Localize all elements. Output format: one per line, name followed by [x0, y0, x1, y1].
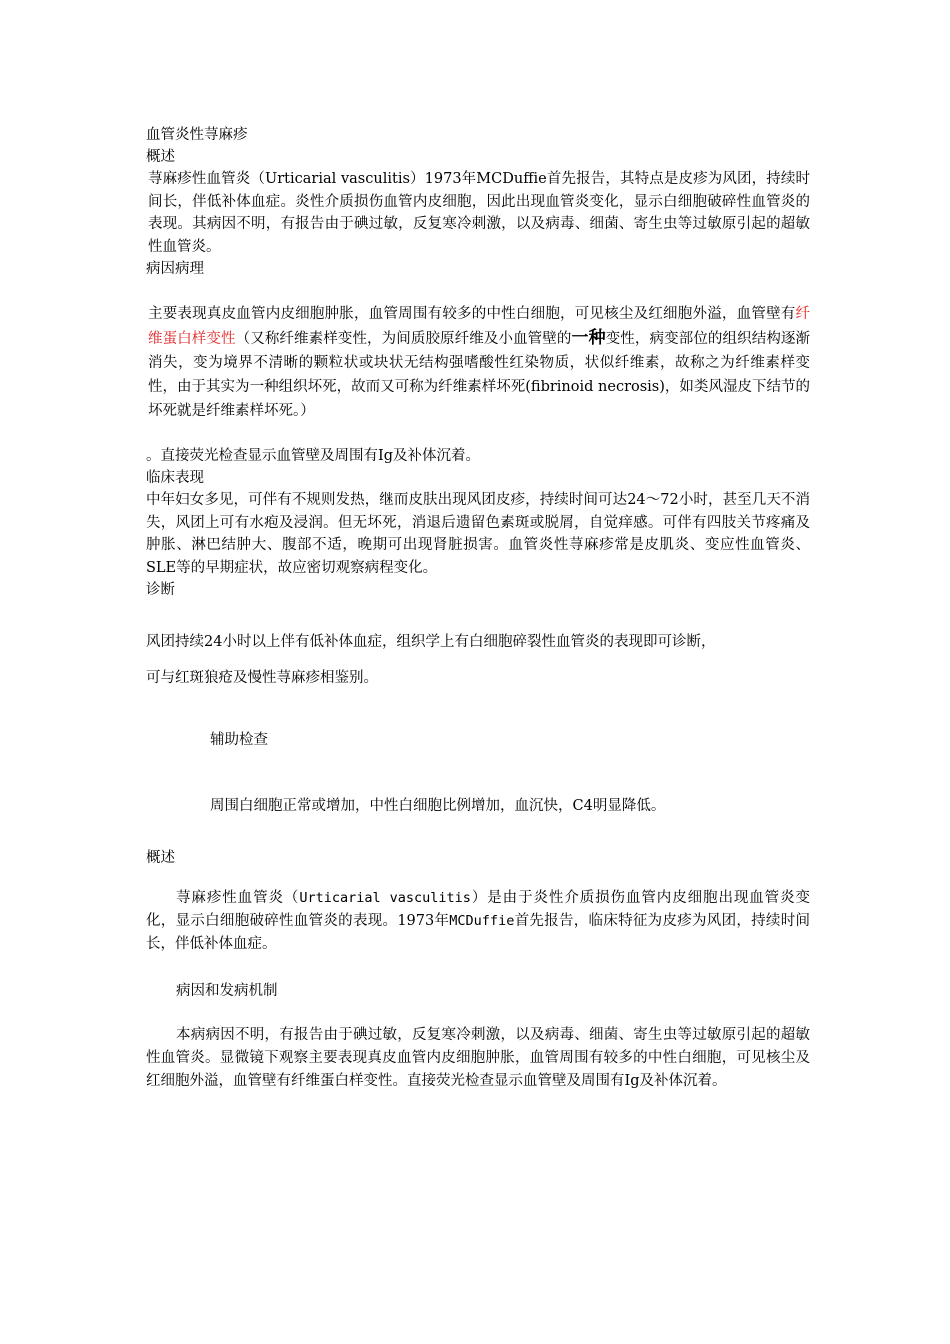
diagnosis-line-1: 风团持续24小时以上伴有低补体血症，组织学上有白细胞碎裂性血管炎的表现即可诊断，	[146, 634, 716, 650]
overview-paragraph: 荨麻疹性血管炎（Urticarial vasculitis）1973年MCDuffie首先报告，其特点是皮疹为风团，持续时间长，伴低补体血症。炎性介质损伤血管内皮细胞，因此出现血管炎变化，显示白细胞破碎性血管炎的表现。其病因不明，有报告由于碘过敏，反复寒冷刺激，以及病毒、细菌、寄生虫等过敏原引起的超敏性血管炎。	[148, 171, 810, 255]
diagnosis-line-2: 可与红斑狼疮及慢性荨麻疹相鉴别。	[146, 670, 378, 686]
auxiliary-exam-text: 周围白细胞正常或增加，中性白细胞比例增加，血沉快，C4明显降低。	[210, 798, 666, 814]
document-title: 血管炎性荨麻疹	[146, 127, 248, 143]
clinical-paragraph: 中年妇女多见，可伴有不规则发热，继而皮肤出现风团皮疹，持续时间可达24～72小时，甚至几天不消失，风团上可有水疱及浸润。但无坏死，消退后遗留色素斑或脱屑，自觉痒感。可伴有四肢关节疼痛及肿胀、淋巴结肿大、腹部不适，晚期可出现肾脏损害。血管炎性荨麻疹常是皮肌炎、变应性血管炎、SLE等的早期症状，故应密切观察病程变化。	[146, 492, 810, 576]
pathology-big-text: 一种	[571, 328, 606, 348]
heading-diagnosis: 诊断	[146, 582, 175, 598]
overview-2-text-3: 首先报告，临床特征为皮疹为风团，持续时间长，伴低补体血症。	[146, 913, 810, 952]
heading-overview: 概述	[146, 149, 175, 165]
heading-etiology-mechanism: 病因和发病机制	[176, 983, 278, 999]
heading-etiology-pathology: 病因病理	[146, 261, 204, 277]
pathology-tail: 。直接荧光检查显示血管壁及周围有Ig及补体沉着。	[146, 448, 481, 464]
pathology-highlight: 纤维蛋白样变性	[148, 306, 810, 347]
overview-2-text-1: 荨麻疹性血管炎（	[176, 890, 300, 906]
overview-2-mono-2: MCDuffie	[449, 913, 515, 929]
overview-2-text-2: ）是由于炎性介质损伤血管内皮细胞出现血管炎变化，显示白细胞破碎性血管炎的表现。1973年	[146, 890, 811, 929]
heading-clinical: 临床表现	[146, 470, 204, 486]
pathology-paragraph	[146, 302, 810, 423]
pathology-text-2: （又称纤维素样变性，为间质胶原纤维及小血管壁的	[235, 331, 572, 347]
heading-auxiliary-exam: 辅助检查	[210, 732, 268, 748]
overview-2-mono-1: Urticarial vasculitis	[299, 890, 471, 906]
pathology-text-1: 主要表现真皮血管内皮细胞肿胀，血管周围有较多的中性白细胞，可见核尘及红细胞外溢，血管壁有	[148, 306, 796, 322]
heading-overview-2: 概述	[146, 850, 175, 866]
document-body	[146, 124, 810, 1093]
pathology-text-3: 变性，病变部位的组织结构逐渐消失，变为境界不清晰的颗粒状或块状无结构强嗜酸性红染物质，状似纤维素，故称之为纤维素样变性，由于其实为一种组织坏死，故而又可称为纤维素样坏死(fibrinoid necrosis)，如类风湿皮下结节的坏死就是纤维素样坏死。）	[148, 331, 811, 419]
etiology-mechanism-paragraph: 本病病因不明，有报告由于碘过敏，反复寒冷刺激，以及病毒、细菌、寄生虫等过敏原引起的超敏性血管炎。显微镜下观察主要表现真皮血管内皮细胞肿胀，血管周围有较多的中性白细胞，可见核尘及红细胞外溢，血管壁有纤维蛋白样变性。直接荧光检查显示血管壁及周围有Ig及补体沉着。	[146, 1027, 810, 1089]
overview-2-paragraph	[146, 887, 810, 956]
